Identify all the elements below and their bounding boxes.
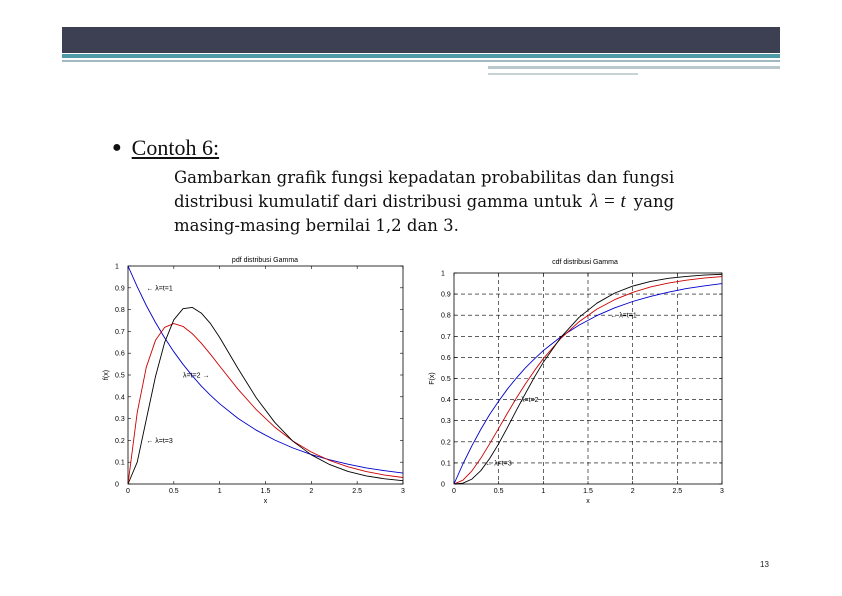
chart-title: cdf distribusi Gamma <box>552 259 618 266</box>
x-tick-label: 1 <box>541 488 546 495</box>
description-line-3: masing-masing bernilai 1,2 dan 3. <box>174 216 459 235</box>
y-tick-label: 0.9 <box>441 291 451 299</box>
x-tick-label: 0 <box>126 488 130 495</box>
x-axis-label: x <box>586 498 590 505</box>
y-tick-label: 0.3 <box>441 418 451 426</box>
series-line <box>454 284 722 484</box>
plot-frame <box>128 266 403 484</box>
annotation-label: ← λ=t=3 <box>146 437 173 445</box>
chart-title: pdf distribusi Gamma <box>231 257 299 264</box>
x-tick-label: 3 <box>401 488 405 495</box>
x-tick-label: 0.5 <box>493 488 504 495</box>
y-axis-label: f(x) <box>103 369 110 381</box>
y-tick-label: 0.4 <box>115 394 125 402</box>
y-tick-label: 0.8 <box>115 307 125 315</box>
x-tick-label: 1 <box>217 488 222 495</box>
y-tick-label: 0 <box>441 481 445 489</box>
x-tick-label: 2.5 <box>352 488 363 495</box>
chart-1 <box>103 257 405 505</box>
annotation-label: ← λ=t=2 <box>512 397 539 405</box>
y-tick-label: 0.8 <box>441 312 451 320</box>
formula: λ = t <box>589 191 626 212</box>
series-line <box>128 324 403 484</box>
series-line <box>128 307 403 484</box>
x-tick-label: 2 <box>630 488 635 495</box>
annotation-label: ← λ=t=3 <box>485 460 512 468</box>
y-tick-label: 0.1 <box>115 459 125 467</box>
x-tick-label: 0.5 <box>168 488 179 495</box>
x-tick-label: 2 <box>309 488 314 495</box>
x-tick-label: 3 <box>720 488 724 495</box>
chart-2 <box>429 259 724 505</box>
y-tick-label: 1 <box>115 263 119 271</box>
y-tick-label: 0.6 <box>441 354 451 362</box>
y-tick-label: 0.2 <box>115 437 125 445</box>
y-axis-label: F(x) <box>429 372 436 385</box>
x-tick-label: 0 <box>452 488 456 495</box>
description-line-2-start: distribusi kumulatif dari distribusi gamma untuk <box>174 192 582 211</box>
bullet-icon: ● <box>112 139 122 156</box>
x-axis-label: x <box>263 498 268 505</box>
y-tick-label: 0.4 <box>441 397 451 405</box>
x-tick-label: 1.5 <box>583 488 593 495</box>
y-tick-label: 0.3 <box>115 416 125 424</box>
y-tick-label: 0 <box>115 481 119 489</box>
y-tick-label: 0.7 <box>115 328 125 336</box>
y-tick-label: 0.7 <box>441 333 451 341</box>
annotation-label: ← λ=t=1 <box>146 285 173 293</box>
y-tick-label: 0.6 <box>115 350 125 358</box>
annotation-label: ← λ=t=1 <box>610 312 637 320</box>
y-tick-label: 0.1 <box>441 460 451 468</box>
y-tick-label: 0.5 <box>441 376 451 383</box>
y-tick-label: 1 <box>441 270 445 278</box>
description-line-2-end: yang <box>633 192 675 211</box>
y-tick-label: 0.2 <box>441 439 451 447</box>
y-tick-label: 0.5 <box>115 372 125 380</box>
annotation-label: λ=t=2 → <box>183 372 210 380</box>
x-tick-label: 2.5 <box>672 488 683 495</box>
page-number: 13 <box>760 560 769 569</box>
description-line-1: Gambarkan grafik fungsi kepadatan probabilitas dan fungsi <box>174 168 675 187</box>
heading-text: Contoh 6: <box>131 135 220 160</box>
y-tick-label: 0.9 <box>115 285 125 293</box>
x-tick-label: 1.5 <box>260 488 271 495</box>
